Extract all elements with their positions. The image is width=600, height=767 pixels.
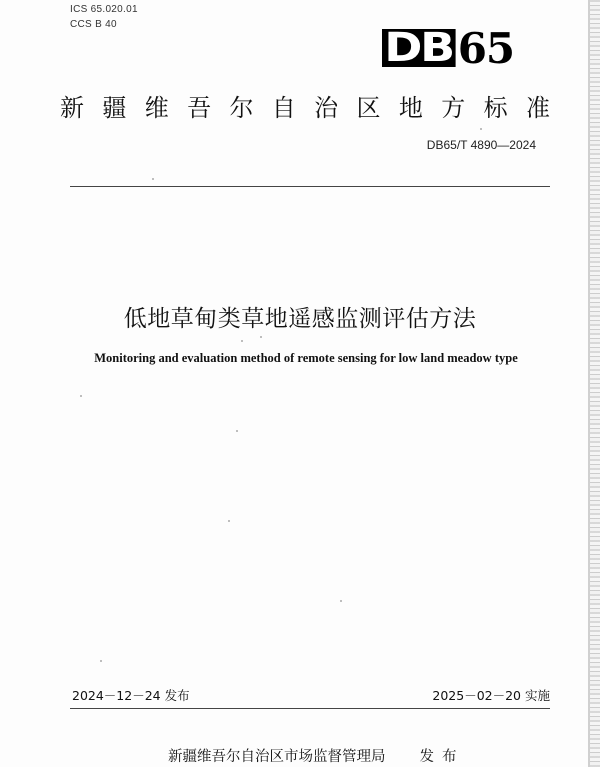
db65-logo [382,23,522,73]
logo-prefix: DB [382,25,455,71]
standard-type-char: 新 [60,94,84,122]
issue-date: 2024－12－24 发布 [72,688,190,703]
standard-type-heading [60,88,550,123]
footer-divider [70,708,550,709]
standard-number: DB65/T 4890—2024 [426,138,536,152]
standard-type-char: 维 [144,94,169,122]
ccs-code: CCS B 40 [70,19,117,30]
scan-speck [236,430,238,432]
standard-type-char: 准 [525,94,550,122]
issuer-action: 发布 [419,749,465,765]
implementation-date: 2025－02－20 实施 [432,688,550,703]
document-title-english: Monitoring and evaluation method of remote sensing for low land meadow type [94,351,518,365]
issuing-authority [168,745,465,766]
scan-speck [228,520,230,522]
standard-type-char: 尔 [229,94,254,122]
issuer-name: 新疆维吾尔自治区市场监督管理局 [168,749,386,765]
standard-type-char: 标 [483,94,508,122]
scan-speck [241,340,243,342]
scan-speck [152,178,154,180]
scan-edge-noise [590,0,600,767]
standard-type-char: 区 [356,94,381,122]
standard-type-char: 方 [441,94,466,122]
document-title-chinese: 低地草甸类草地遥感监测评估方法 [123,306,477,332]
scan-speck [480,128,482,130]
scan-speck [340,600,342,602]
standard-type-char: 自 [271,94,296,122]
logo-number: 65 [457,23,515,73]
standard-type-char: 治 [314,94,339,122]
header-divider [70,186,550,187]
standard-type-char: 吾 [187,94,212,122]
scan-speck [80,395,82,397]
ics-code: ICS 65.020.01 [70,4,138,15]
scan-speck [100,660,102,662]
standard-type-char: 疆 [102,94,127,122]
scan-speck [260,336,262,338]
standard-type-char: 地 [398,94,423,122]
